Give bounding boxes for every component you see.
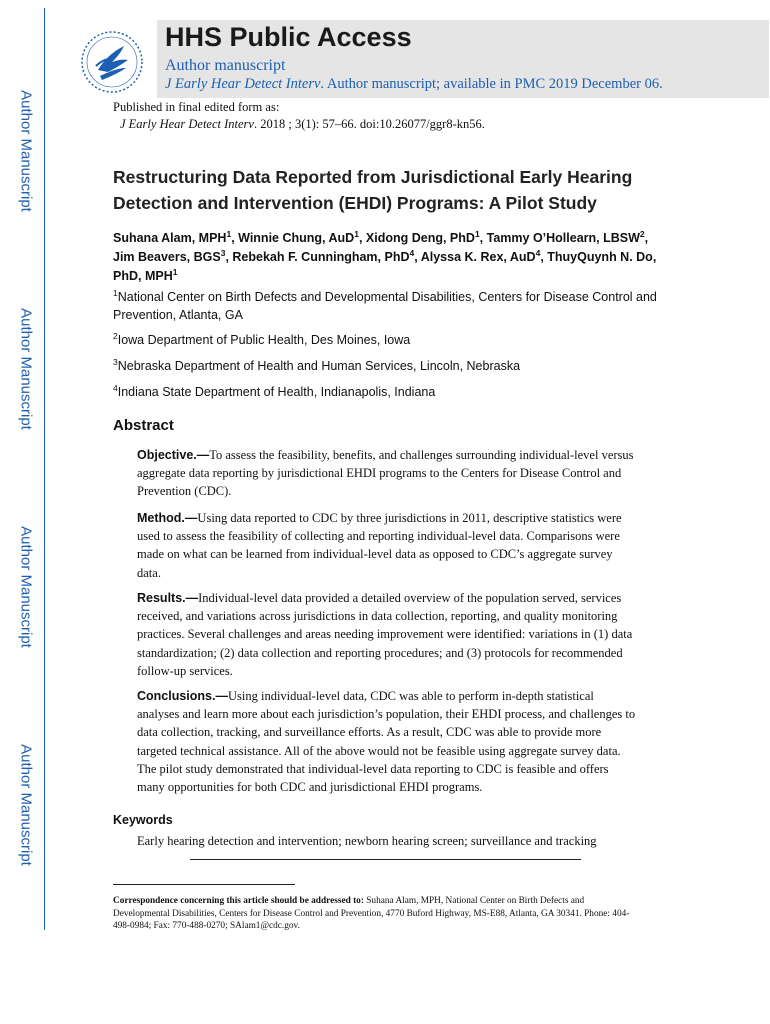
affiliation: $^1$National Center on Birth Defects and Developmental Disabilities, Centers for Disease Control and Prevention, Atlanta, GA [113, 288, 657, 322]
author: Alyssa K. Rex, AuD [420, 250, 536, 264]
author-list: Suhana Alam, MPH$^1$, Winnie Chung, AuD$^1$, Xidong Deng, PhD$^1$, Tammy O’Hollearn, LBSW$^2$, Jim Beavers, BGS$^3$, Rebekah F. Cunningham, PhD$^4$, Alyssa K. Rex, AuD$^4$, ThuyQuynh N. Do, PhD, MPH$^1$ [113, 229, 657, 283]
side-label-author-manuscript: Author Manuscript [17, 526, 35, 648]
side-label-author-manuscript: Author Manuscript [17, 90, 35, 212]
published-final-form: Published in final edited form as: [113, 100, 280, 114]
abstract-conclusions: Conclusions.—Using individual-level data, CDC was able to perform in-depth statistical analyses and learn more about each jurisdiction’s population, their EHDI process, and challenges to data collection, tracking, and surveillance efforts. As a result, CDC was able to provide more targeted technical assistance. All of the above would not be feasible using aggregate survey data. The pilot study demonstrated that individual-level data reporting to CDC is feasible and offers many opportunities for both CDC and jurisdictional EHDI programs. [137, 689, 636, 795]
footnote-rule [113, 884, 295, 885]
side-label-author-manuscript: Author Manuscript [17, 308, 35, 430]
author: Jim Beavers, BGS [113, 250, 221, 264]
abstract-heading: Abstract [113, 417, 174, 434]
journal-availability: J Early Hear Detect Interv. Author manuscript; available in PMC 2019 December 06. [165, 76, 663, 92]
hhs-public-access-title: HHS Public Access [165, 22, 412, 52]
author: Rebekah F. Cunningham, PhD [232, 250, 410, 264]
abstract-objective: Objective.—To assess the feasibility, benefits, and challenges surrounding individual-level versus aggregate data reporting by jurisdictional EHDI programs to the Centers for Disease Control and Prevention (CDC). [137, 448, 634, 499]
affiliation: $^3$Nebraska Department of Health and Human Services, Lincoln, Nebraska [113, 357, 521, 373]
author: ThuyQuynh N. Do, PhD, MPH [113, 250, 657, 283]
abstract-method: Method.—Using data reported to CDC by three jurisdictions in 2011, descriptive statistics were used to assess the feasibility of collecting and reporting individual-level data. Comparisons were made on what can be learned from individual-level data as opposed to CDC’s aggregate survey data. [137, 511, 622, 580]
author-manuscript-subtitle: Author manuscript [165, 57, 286, 74]
hhs-eagle-logo-icon [78, 26, 146, 98]
author: Suhana Alam, MPH [113, 231, 227, 245]
author: Winnie Chung, AuD [238, 231, 355, 245]
author: Tammy O’Hollearn, LBSW [486, 231, 640, 245]
divider [190, 859, 581, 860]
affiliation: $^2$Iowa Department of Public Health, Des Moines, Iowa [113, 331, 411, 347]
correspondence-footnote: Correspondence concerning this article should be addressed to: Suhana Alam, MPH, National Center on Birth Defects and Developmental Disabilities, Centers for Disease Control and Prevention, 4770 Buford Highway, MS-E88, Atlanta, GA 30341. Phone: 404-498-0984; Fax: 770-488-0270; SAlam1@cdc.gov. [113, 896, 630, 931]
abstract-results: Results.—Individual-level data provided a detailed overview of the population served, services received, and variations across jurisdictions in data collection, reporting, and quality monitoring practices. Several challenges and areas needing improvement were identified: variations in (1) data standardization; (2) data collection and reporting procedures; and (3) protocols for recommended follow-up services. [137, 591, 633, 678]
margin-rule [44, 8, 45, 930]
author: Xidong Deng, PhD [365, 231, 475, 245]
citation: J Early Hear Detect Interv. 2018 ; 3(1): 57–66. doi:10.26077/ggr8-kn56. [120, 117, 485, 131]
affiliation: $^4$Indiana State Department of Health, Indianapolis, Indiana [113, 383, 436, 399]
keywords-text: Early hearing detection and intervention; newborn hearing screen; surveillance and tracking [137, 834, 597, 848]
article-title: Restructuring Data Reported from Jurisdictional Early Hearing Detection and Intervention (EHDI) Programs: A Pilot Study [113, 167, 633, 213]
side-label-author-manuscript: Author Manuscript [17, 744, 35, 866]
keywords-heading: Keywords [113, 813, 173, 827]
